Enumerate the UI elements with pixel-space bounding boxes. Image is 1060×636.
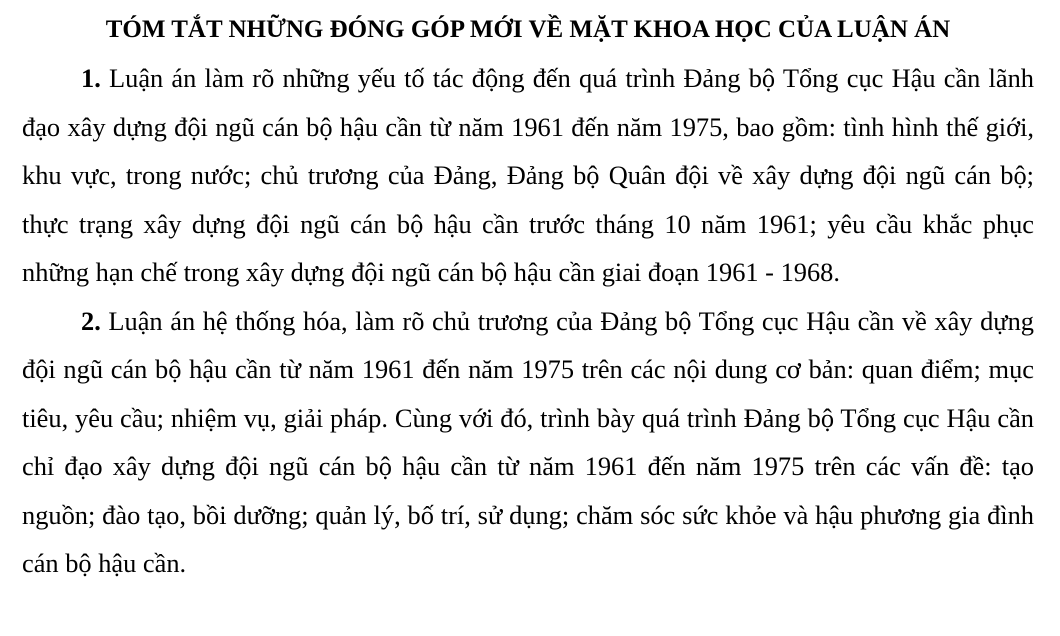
document-title: TÓM TẮT NHỮNG ĐÓNG GÓP MỚI VỀ MẶT KHOA HỌC CỦA LUẬN ÁN <box>105 16 951 43</box>
paragraph-2-number: 2. <box>81 305 101 336</box>
paragraph-2 <box>22 297 1034 588</box>
paragraph-1-text: Luận án làm rõ những yếu tố tác động đến quá trình Đảng bộ Tổng cục Hậu cần lãnh đạo xây dựng đội ngũ cán bộ hậu cần từ năm 1961 đến năm 1975, bao gồm: tình hình thế giới, khu vực, trong nước; chủ trương của Đảng, Đảng bộ Quân đội về xây dựng đội ngũ cán bộ; thực trạng xây dựng đội ngũ cán bộ hậu cần trước tháng 10 năm 1961; yêu cầu khắc phục những hạn chế trong xây dựng đội ngũ cán bộ hậu cần giai đoạn 1961 - 1968. <box>22 63 1034 287</box>
paragraph-1 <box>22 54 1034 297</box>
paragraph-1-number: 1. <box>81 63 101 93</box>
document-page <box>22 6 1034 588</box>
paragraph-2-text: Luận án hệ thống hóa, làm rõ chủ trương của Đảng bộ Tổng cục Hậu cần về xây dựng đội ngũ cán bộ hậu cần từ năm 1961 đến năm 1975 trên các nội dung cơ bản: quan điểm; mục tiêu, yêu cầu; nhiệm vụ, giải pháp. Cùng với đó, trình bày quá trình Đảng bộ Tổng cục Hậu cần chỉ đạo xây dựng đội ngũ cán bộ hậu cần từ năm 1961 đến năm 1975 trên các vấn đề: tạo nguồn; đào tạo, bồi dưỡng; quản lý, bố trí, sử dụng; chăm sóc sức khỏe và hậu phương gia đình cán bộ hậu cần. <box>22 305 1034 578</box>
